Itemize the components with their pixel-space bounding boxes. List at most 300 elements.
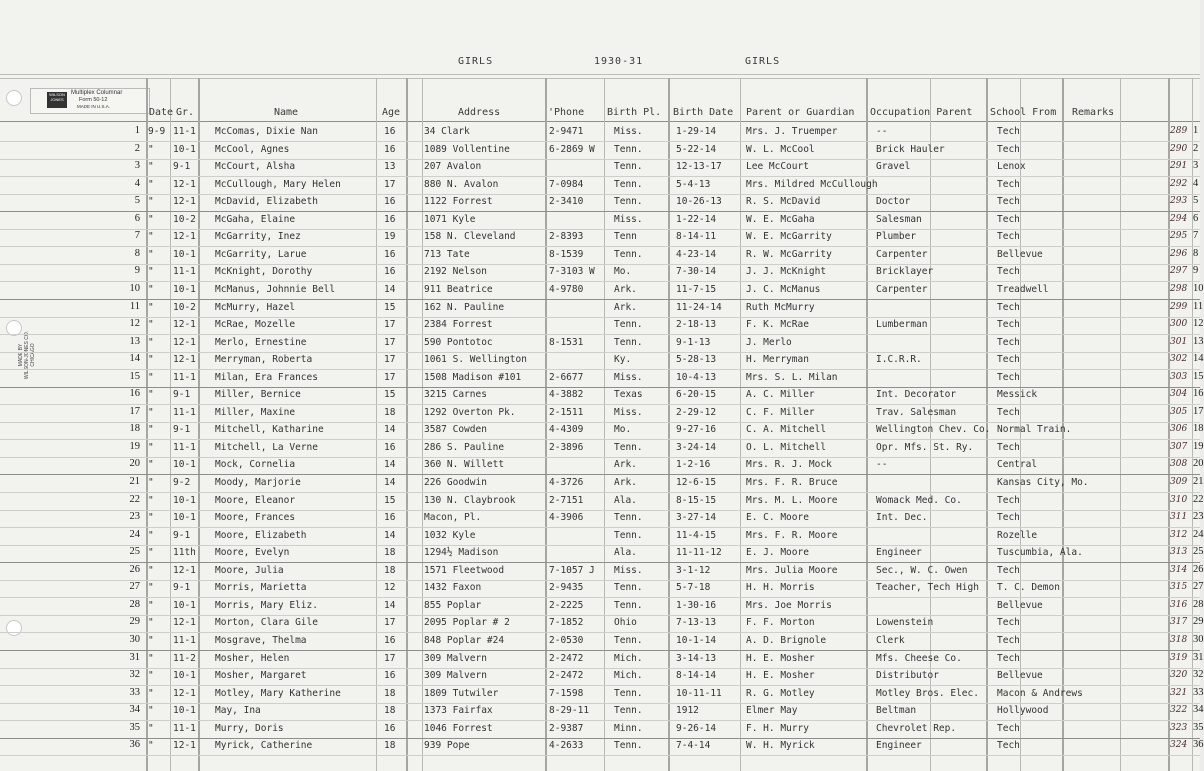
heading-year: 1930-31: [594, 56, 644, 67]
row-number-right: 28: [1193, 598, 1204, 610]
col-header-address: Address: [458, 107, 501, 118]
row-number-right: 15: [1193, 370, 1204, 382]
date-cell: ": [148, 652, 154, 664]
parent-cell: Lee McCourt: [746, 161, 809, 173]
address-cell: 848 Poplar #24: [424, 634, 505, 646]
birth-date-cell: 7-4-14: [676, 740, 711, 752]
birth-date-cell: 10-26-13: [676, 196, 722, 208]
occupation-cell: I.C.R.R.: [876, 354, 922, 366]
student-name-cell: Miller, Maxine: [215, 406, 296, 418]
row-number: 3: [134, 160, 140, 172]
grade-cell: 10-1: [173, 670, 196, 682]
date-cell: ": [148, 459, 154, 471]
age-cell: 14: [384, 459, 396, 471]
row-number-right: 3: [1193, 160, 1199, 172]
parent-cell: J. J. McKnight: [746, 266, 827, 278]
birth-date-cell: 1-30-16: [676, 599, 717, 611]
remarks-number: 323: [1170, 722, 1188, 733]
row-number-right: 4: [1193, 177, 1199, 189]
phone-cell: 7-1598: [549, 687, 584, 699]
table-row: [0, 300, 1204, 318]
date-cell: ": [148, 319, 154, 331]
address-cell: 34 Clark: [424, 126, 470, 137]
row-number: 6: [134, 212, 140, 224]
student-name-cell: McGaha, Elaine: [215, 213, 296, 225]
row-number-right: 26: [1193, 563, 1204, 575]
date-cell: ": [148, 477, 154, 488]
parent-cell: C. A. Mitchell: [746, 424, 827, 436]
school-from-cell: Kansas City, Mo.: [997, 477, 1089, 488]
address-cell: 1571 Fleetwood: [424, 564, 505, 576]
row-number: 31: [129, 651, 140, 663]
phone-cell: 2-3410: [549, 196, 584, 208]
col-header-age: Age: [382, 107, 401, 118]
row-number: 35: [129, 721, 140, 733]
date-cell: ": [148, 406, 154, 418]
remarks-number: 322: [1170, 705, 1188, 716]
grade-cell: 12-1: [173, 740, 196, 752]
birth-place-cell: Miss.: [614, 406, 643, 418]
remarks-number: 321: [1170, 687, 1188, 698]
grade-cell: 10-1: [173, 459, 196, 471]
birth-date-cell: 9-26-14: [676, 722, 717, 734]
date-cell: ": [148, 722, 154, 734]
date-cell: ": [148, 301, 154, 313]
age-cell: 18: [384, 406, 396, 418]
row-number-right: 31: [1193, 651, 1204, 663]
address-cell: 1373 Fairfax: [424, 705, 493, 717]
school-from-cell: Tech: [997, 196, 1020, 208]
parent-cell: E. C. Moore: [746, 512, 809, 524]
address-cell: 162 N. Pauline: [424, 301, 505, 313]
address-cell: 2095 Poplar # 2: [424, 617, 510, 629]
address-cell: 939 Pope: [424, 740, 470, 752]
logo-made-in: MADE IN U.S.A.: [77, 104, 111, 109]
birth-date-cell: 4-23-14: [676, 248, 717, 260]
age-cell: 14: [384, 477, 396, 488]
school-from-cell: Tech: [997, 126, 1020, 137]
school-from-cell: Tech: [997, 266, 1020, 278]
birth-date-cell: 3-1-12: [676, 564, 711, 576]
row-number-right: 7: [1193, 230, 1199, 242]
birth-date-cell: 10-4-13: [676, 371, 717, 383]
birth-place-cell: Miss.: [614, 564, 643, 576]
remarks-number: 296: [1170, 248, 1188, 259]
table-row: [0, 721, 1204, 739]
parent-cell: Ruth McMurry: [746, 301, 815, 313]
address-cell: 880 N. Avalon: [424, 178, 499, 190]
remarks-number: 303: [1170, 371, 1188, 382]
birth-date-cell: 10-11-11: [676, 687, 722, 699]
birth-place-cell: Miss.: [614, 371, 643, 383]
student-name-cell: Mock, Cornelia: [215, 459, 296, 471]
occupation-cell: --: [876, 126, 888, 137]
address-cell: 3587 Cowden: [424, 424, 487, 436]
address-cell: 1292 Overton Pk.: [424, 406, 516, 418]
table-row: [0, 457, 1204, 475]
grade-cell: 11-1: [173, 406, 196, 418]
birth-date-cell: 7-30-14: [676, 266, 717, 278]
address-cell: 286 S. Pauline: [424, 441, 505, 453]
grade-cell: 9-1: [173, 424, 191, 436]
row-number: 2: [134, 142, 140, 154]
address-cell: Macon, Pl.: [424, 512, 482, 524]
grade-cell: 10-2: [173, 213, 196, 225]
parent-cell: R. W. McGarrity: [746, 248, 832, 260]
school-from-cell: Tech: [997, 406, 1020, 418]
occupation-cell: Brick Hauler: [876, 143, 945, 155]
grade-cell: 11-1: [173, 126, 196, 137]
occupation-cell: Salesman: [876, 213, 922, 225]
school-from-cell: Tech: [997, 336, 1020, 348]
row-number-right: 36: [1193, 739, 1204, 751]
row-number-right: 35: [1193, 721, 1204, 733]
age-cell: 16: [384, 143, 396, 155]
row-number: 19: [129, 440, 140, 452]
table-row: [0, 352, 1204, 370]
student-name-cell: Mosgrave, Thelma: [215, 634, 307, 646]
row-number: 36: [129, 739, 140, 751]
row-number-right: 12: [1193, 318, 1204, 330]
school-from-cell: Tech: [997, 213, 1020, 225]
address-cell: 130 N. Claybrook: [424, 494, 516, 506]
student-name-cell: Morris, Mary Eliz.: [215, 599, 318, 611]
date-cell: ": [148, 354, 154, 366]
birth-date-cell: 11-11-12: [676, 547, 722, 559]
parent-cell: A. D. Brignole: [746, 634, 827, 646]
address-cell: 1089 Vollentine: [424, 143, 510, 155]
phone-cell: 2-7151: [549, 494, 584, 506]
school-from-cell: Tech: [997, 319, 1020, 331]
remarks-number: 324: [1170, 740, 1188, 751]
remarks-number: 307: [1170, 441, 1188, 452]
remarks-number: 318: [1170, 634, 1188, 645]
age-cell: 19: [384, 231, 396, 243]
remarks-number: 305: [1170, 406, 1188, 417]
row-number-right: 25: [1193, 546, 1204, 558]
school-from-cell: Tech: [997, 722, 1020, 734]
age-cell: 15: [384, 301, 396, 313]
age-cell: 12: [384, 582, 396, 594]
parent-cell: H. E. Mosher: [746, 670, 815, 682]
remarks-number: 316: [1170, 599, 1188, 610]
row-number-right: 1: [1193, 125, 1199, 136]
row-number-right: 30: [1193, 633, 1204, 645]
grade-cell: 10-1: [173, 705, 196, 717]
phone-cell: 4-3726: [549, 477, 584, 488]
school-from-cell: Tech: [997, 512, 1020, 524]
age-cell: 17: [384, 336, 396, 348]
birth-place-cell: Tenn.: [614, 529, 643, 541]
phone-cell: 4-4309: [549, 424, 584, 436]
row-number: 12: [129, 318, 140, 330]
row-number-right: 10: [1193, 282, 1204, 294]
student-name-cell: McCool, Agnes: [215, 143, 290, 155]
remarks-number: 294: [1170, 213, 1188, 224]
remarks-number: 308: [1170, 459, 1188, 470]
address-cell: 309 Malvern: [424, 670, 487, 682]
table-row: [0, 493, 1204, 511]
grade-cell: 9-1: [173, 161, 191, 173]
phone-cell: 7-1852: [549, 617, 584, 629]
phone-cell: 2-0530: [549, 634, 584, 646]
occupation-cell: Engineer: [876, 740, 922, 752]
birth-place-cell: Tenn.: [614, 196, 643, 208]
age-cell: 16: [384, 722, 396, 734]
birth-date-cell: 8-14-14: [676, 670, 717, 682]
row-number-right: 21: [1193, 476, 1204, 487]
student-name-cell: McDavid, Elizabeth: [215, 196, 318, 208]
address-cell: 2384 Forrest: [424, 319, 493, 331]
school-from-cell: Macon & Andrews: [997, 687, 1083, 699]
phone-cell: 2-2472: [549, 670, 584, 682]
school-from-cell: Hollywood: [997, 705, 1049, 717]
occupation-cell: Clerk: [876, 634, 905, 646]
birth-place-cell: Mo.: [614, 266, 632, 278]
date-cell: ": [148, 634, 154, 646]
parent-cell: O. L. Mitchell: [746, 441, 827, 453]
row-number-right: 29: [1193, 616, 1204, 628]
occupation-cell: Int. Decorator: [876, 389, 957, 401]
date-cell: ": [148, 670, 154, 682]
school-from-cell: T. C. Demon: [997, 582, 1060, 594]
remarks-number: 291: [1170, 161, 1188, 172]
row-number: 22: [129, 493, 140, 505]
student-name-cell: Merlo, Ernestine: [215, 336, 307, 348]
grade-cell: 12-1: [173, 617, 196, 629]
grade-cell: 11-1: [173, 266, 196, 278]
date-cell: ": [148, 494, 154, 506]
date-cell: ": [148, 582, 154, 594]
address-cell: 207 Avalon: [424, 161, 482, 173]
row-number-right: 19: [1193, 440, 1204, 452]
date-cell: ": [148, 161, 154, 173]
row-number: 9: [134, 265, 140, 277]
logo-title: Multiplex Columnar: [71, 90, 123, 96]
phone-cell: 2-6677: [549, 371, 584, 383]
phone-cell: 4-3882: [549, 389, 584, 401]
student-name-cell: Moore, Evelyn: [215, 547, 290, 559]
birth-place-cell: Tenn.: [614, 740, 643, 752]
age-cell: 16: [384, 441, 396, 453]
student-name-cell: Mitchell, La Verne: [215, 441, 318, 453]
birth-place-cell: Tenn.: [614, 687, 643, 699]
age-cell: 15: [384, 389, 396, 401]
row-number: 20: [129, 458, 140, 470]
birth-date-cell: 3-14-13: [676, 652, 717, 664]
birth-date-cell: 5-22-14: [676, 143, 717, 155]
occupation-cell: Teacher, Tech High: [876, 582, 979, 594]
col-header-birth-date: Birth Date: [673, 107, 734, 118]
school-from-cell: Bellevue: [997, 599, 1043, 611]
student-name-cell: McManus, Johnnie Bell: [215, 283, 336, 295]
row-number: 4: [134, 177, 140, 189]
occupation-cell: Motley Bros. Elec.: [876, 687, 979, 699]
table-row: [0, 405, 1204, 423]
table-row: [0, 510, 1204, 528]
logo-form: Form 50-12: [79, 97, 108, 103]
school-from-cell: Tech: [997, 494, 1020, 506]
date-cell: ": [148, 617, 154, 629]
age-cell: 18: [384, 740, 396, 752]
parent-cell: E. J. Moore: [746, 547, 809, 559]
imprint-line: WILSON-JONES CO.: [24, 330, 30, 380]
age-cell: 13: [384, 161, 396, 173]
school-from-cell: Tuscumbia, Ala.: [997, 547, 1083, 559]
age-cell: 14: [384, 283, 396, 295]
address-cell: 1071 Kyle: [424, 213, 476, 225]
table-row: [0, 633, 1204, 651]
row-number: 34: [129, 704, 140, 716]
table-row: [0, 668, 1204, 686]
remarks-number: 293: [1170, 196, 1188, 207]
age-cell: 18: [384, 705, 396, 717]
student-name-cell: Motley, Mary Katherine: [215, 687, 341, 699]
student-name-cell: Moore, Frances: [215, 512, 296, 524]
grade-cell: 10-1: [173, 143, 196, 155]
date-cell: ": [148, 599, 154, 611]
birth-date-cell: 5-28-13: [676, 354, 717, 366]
table-row: [0, 282, 1204, 300]
row-number-right: 18: [1193, 423, 1204, 435]
date-cell: ": [148, 529, 154, 541]
remarks-number: 311: [1170, 512, 1188, 523]
birth-place-cell: Minn.: [614, 722, 643, 734]
school-from-cell: Normal Train.: [997, 424, 1072, 436]
birth-date-cell: 8-14-11: [676, 231, 717, 243]
date-cell: 9-9: [148, 126, 166, 137]
remarks-number: 297: [1170, 266, 1188, 277]
age-cell: 17: [384, 319, 396, 331]
parent-cell: R. G. Motley: [746, 687, 815, 699]
student-name-cell: Merryman, Roberta: [215, 354, 313, 366]
parent-cell: W. L. McCool: [746, 143, 815, 155]
parent-cell: W. E. McGarrity: [746, 231, 832, 243]
table-row: [0, 247, 1200, 265]
birth-date-cell: 12-6-15: [676, 477, 717, 488]
remarks-number: 315: [1170, 582, 1188, 593]
student-name-cell: Myrick, Catherine: [215, 740, 313, 752]
table-row: [0, 124, 1200, 142]
birth-date-cell: 6-20-15: [676, 389, 717, 401]
birth-place-cell: Ark.: [614, 301, 637, 313]
parent-cell: Mrs. F. R. Bruce: [746, 477, 838, 488]
birth-place-cell: Ala.: [614, 547, 637, 559]
row-number: 18: [129, 423, 140, 435]
parent-cell: J. Merlo: [746, 336, 792, 348]
student-name-cell: McComas, Dixie Nan: [215, 126, 318, 137]
table-row: [0, 580, 1204, 598]
birth-place-cell: Ohio: [614, 617, 637, 629]
row-number: 30: [129, 633, 140, 645]
remarks-number: 313: [1170, 547, 1188, 558]
remarks-number: 312: [1170, 529, 1188, 540]
birth-place-cell: Tenn.: [614, 178, 643, 190]
school-from-cell: Tech: [997, 231, 1020, 243]
parent-cell: W. H. Myrick: [746, 740, 815, 752]
school-from-cell: Tech: [997, 634, 1020, 646]
birth-place-cell: Tenn.: [614, 512, 643, 524]
row-number: 14: [129, 353, 140, 365]
col-header-phone: 'Phone: [548, 107, 585, 118]
occupation-cell: Int. Dec.: [876, 512, 928, 524]
address-cell: 590 Pontotoc: [424, 336, 493, 348]
grade-cell: 9-1: [173, 582, 191, 594]
table-row: [0, 440, 1204, 458]
top-rule: [0, 74, 1200, 75]
occupation-cell: Mfs. Cheese Co.: [876, 652, 962, 664]
parent-cell: F. F. Morton: [746, 617, 815, 629]
grade-cell: 11-1: [173, 371, 196, 383]
phone-cell: 8-1539: [549, 248, 584, 260]
row-number: 1: [134, 125, 140, 136]
address-cell: 3215 Carnes: [424, 389, 487, 401]
parent-cell: A. C. Miller: [746, 389, 815, 401]
occupation-cell: Lowenstein: [876, 617, 934, 629]
address-cell: 309 Malvern: [424, 652, 487, 664]
date-cell: ": [148, 336, 154, 348]
row-number: 24: [129, 528, 140, 540]
date-cell: ": [148, 389, 154, 401]
birth-place-cell: Tenn.: [614, 634, 643, 646]
remarks-number: 299: [1170, 301, 1188, 312]
row-number: 27: [129, 581, 140, 593]
occupation-cell: Bricklayer: [876, 266, 934, 278]
age-cell: 15: [384, 494, 396, 506]
phone-cell: 2-9471: [549, 126, 584, 137]
remarks-number: 295: [1170, 231, 1188, 242]
imprint-line: MADE BY: [18, 343, 24, 367]
phone-cell: 2-9435: [549, 582, 584, 594]
birth-date-cell: 3-27-14: [676, 512, 717, 524]
grade-cell: 10-1: [173, 494, 196, 506]
table-row: [0, 194, 1200, 212]
date-cell: ": [148, 441, 154, 453]
age-cell: 18: [384, 564, 396, 576]
date-cell: ": [148, 740, 154, 752]
phone-cell: 7-0984: [549, 178, 584, 190]
school-from-cell: Tech: [997, 441, 1020, 453]
school-from-cell: Tech: [997, 617, 1020, 629]
row-number-right: 20: [1193, 458, 1204, 470]
age-cell: 16: [384, 634, 396, 646]
school-from-cell: Messick: [997, 389, 1038, 401]
school-from-cell: Tech: [997, 652, 1020, 664]
row-number-right: 16: [1193, 388, 1204, 400]
row-number-right: 8: [1193, 247, 1199, 259]
table-row: [0, 264, 1200, 282]
birth-place-cell: Tenn.: [614, 143, 643, 155]
occupation-cell: Trav. Salesman: [876, 406, 957, 418]
col-header-school: School From: [990, 107, 1057, 118]
occupation-cell: Opr. Mfs. St. Ry.: [876, 441, 974, 453]
birth-place-cell: Tenn.: [614, 319, 643, 331]
row-number: 16: [129, 388, 140, 400]
age-cell: 18: [384, 687, 396, 699]
student-name-cell: Moody, Marjorie: [215, 477, 301, 488]
table-row: [0, 528, 1204, 546]
date-cell: ": [148, 266, 154, 278]
parent-cell: Mrs. M. L. Moore: [746, 494, 838, 506]
remarks-number: 301: [1170, 336, 1188, 347]
row-number: 10: [129, 282, 140, 294]
school-from-cell: Tech: [997, 143, 1020, 155]
address-cell: 1061 S. Wellington: [424, 354, 527, 366]
grade-cell: 12-1: [173, 178, 196, 190]
address-cell: 1432 Faxon: [424, 582, 482, 594]
table-row: [0, 387, 1204, 405]
row-number: 13: [129, 335, 140, 347]
